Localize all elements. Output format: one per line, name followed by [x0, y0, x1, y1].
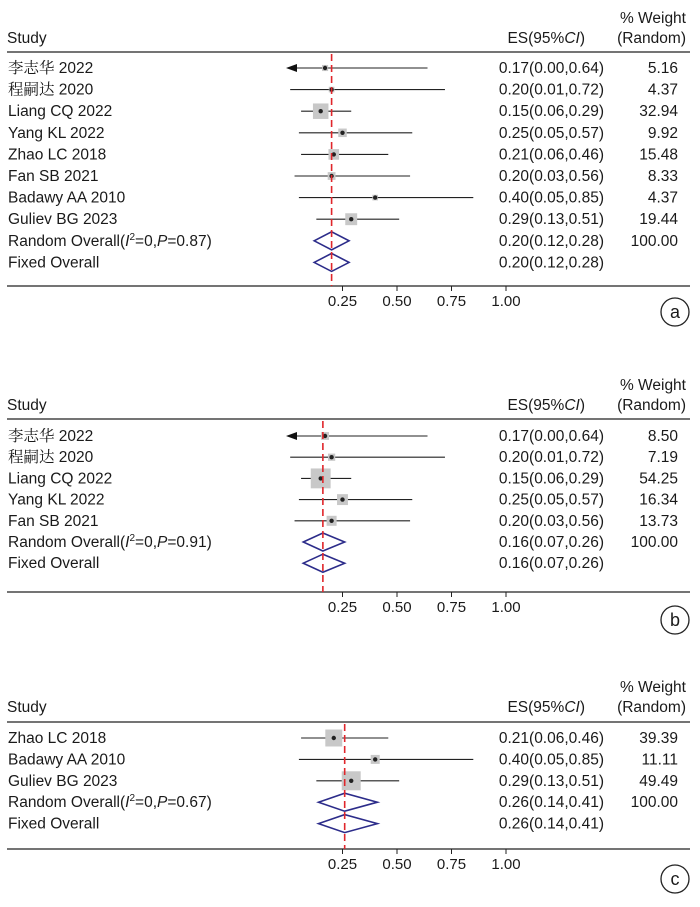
weight-column-header-line2: (Random): [617, 699, 686, 716]
study-effect-ci: 0.40(0.05,0.85): [498, 189, 604, 207]
study-effect-ci: 0.15(0.06,0.29): [498, 103, 604, 121]
study-effect-ci: 0.20(0.03,0.56): [498, 168, 604, 185]
study-label: Zhao LC 2018: [8, 146, 107, 164]
study-point: [340, 497, 344, 501]
study-weight: 15.48: [639, 146, 678, 164]
panel-label: c: [670, 869, 680, 889]
study-effect-ci: 0.25(0.05,0.57): [498, 491, 604, 509]
study-point: [329, 519, 333, 523]
study-effect-ci: 0.25(0.05,0.57): [498, 124, 604, 142]
axis-tick-label: 0.75: [436, 293, 467, 310]
study-label: Badawy AA 2010: [8, 751, 126, 769]
axis-tick-label: 1.00: [491, 293, 521, 310]
study-column-header: Study: [7, 699, 47, 716]
axis-tick-label: 0.50: [382, 856, 412, 873]
study-point: [373, 195, 377, 199]
study-weight: 7.19: [647, 449, 678, 467]
study-point: [340, 131, 344, 135]
es-column-header: ES(95%CI): [507, 699, 585, 716]
study-label: Yang KL 2022: [8, 124, 105, 142]
study-point: [323, 66, 327, 70]
study-weight: 54.25: [639, 470, 678, 488]
study-label: 李志华 2022: [8, 60, 94, 77]
study-weight: 49.49: [639, 772, 678, 790]
study-weight: 19.44: [639, 211, 678, 229]
study-weight: 4.37: [647, 189, 678, 207]
weight-column-header-line1: % Weight: [619, 377, 686, 394]
study-effect-ci: 0.21(0.06,0.46): [498, 730, 604, 747]
random-overall-effect-ci: 0.20(0.12,0.28): [498, 232, 604, 250]
study-effect-ci: 0.17(0.00,0.64): [498, 428, 604, 445]
study-point: [329, 455, 333, 459]
study-effect-ci: 0.29(0.13,0.51): [498, 211, 604, 229]
random-overall-label: Random $Overall(I^2=0,P=0.91)$: [8, 533, 212, 551]
axis-tick-label: 0.25: [327, 293, 358, 310]
study-ci-arrow: [286, 432, 297, 440]
study-label: 李志华 2022: [8, 428, 94, 445]
weight-column-header-line2: (Random): [617, 30, 686, 47]
study-label: Badawy AA 2010: [8, 189, 126, 207]
study-effect-ci: 0.20(0.03,0.56): [498, 512, 604, 530]
study-weight: 13.73: [639, 512, 678, 530]
fixed-overall-effect-ci: 0.20(0.12,0.28): [498, 254, 604, 272]
fixed-overall-label: Fixed Overall: [8, 254, 100, 272]
study-label: 程嗣达 2020: [8, 81, 94, 99]
study-weight: 16.34: [639, 491, 678, 509]
weight-column-header-line2: (Random): [617, 397, 686, 414]
fixed-overall-label: Fixed Overall: [8, 555, 100, 573]
axis-tick-label: 0.25: [327, 599, 358, 616]
study-effect-ci: 0.40(0.05,0.85): [498, 751, 604, 769]
random-overall-weight: 100.00: [630, 534, 678, 551]
axis-tick-label: 0.25: [327, 856, 358, 873]
axis-tick-label: 0.50: [382, 293, 412, 310]
random-overall-effect-ci: 0.26(0.14,0.41): [498, 794, 604, 812]
fixed-overall-diamond: [319, 815, 378, 833]
forest-panel-b: [7, 377, 690, 634]
study-label: Zhao LC 2018: [8, 730, 107, 747]
study-effect-ci: 0.21(0.06,0.46): [498, 146, 604, 164]
weight-column-header-line1: % Weight: [619, 10, 686, 27]
study-effect-ci: 0.29(0.13,0.51): [498, 772, 604, 790]
study-point: [319, 109, 323, 113]
study-point: [349, 779, 353, 783]
study-weight: 9.92: [647, 124, 678, 142]
study-weight: 8.33: [647, 168, 678, 185]
random-overall-weight: 100.00: [630, 794, 678, 812]
study-weight: 4.37: [647, 81, 678, 99]
study-column-header: Study: [7, 30, 47, 47]
axis-tick-label: 0.75: [436, 856, 467, 873]
random-overall-weight: 100.00: [630, 232, 678, 250]
axis-tick-label: 1.00: [491, 856, 521, 873]
study-effect-ci: 0.20(0.01,0.72): [498, 81, 604, 99]
fixed-overall-effect-ci: 0.16(0.07,0.26): [498, 555, 604, 573]
study-label: Fan SB 2021: [8, 168, 99, 185]
study-label: Fan SB 2021: [8, 512, 99, 530]
study-point: [349, 217, 353, 221]
study-label: Liang CQ 2022: [8, 103, 113, 121]
study-point: [332, 736, 336, 740]
study-point: [373, 757, 377, 761]
weight-column-header-line1: % Weight: [619, 679, 686, 696]
study-label: Liang CQ 2022: [8, 470, 113, 488]
panel-label: b: [669, 610, 681, 630]
random-overall-diamond: [319, 793, 378, 811]
axis-tick-label: 0.75: [436, 599, 467, 616]
random-overall-label: Random $Overall(I^2=0,P=0.87)$: [8, 231, 212, 250]
study-effect-ci: 0.15(0.06,0.29): [498, 470, 604, 488]
study-label: Yang KL 2022: [8, 491, 105, 509]
es-column-header: ES(95%CI): [507, 397, 585, 414]
study-weight: 32.94: [639, 103, 678, 121]
study-effect-ci: 0.20(0.01,0.72): [498, 449, 604, 467]
fixed-overall-label: Fixed Overall: [8, 815, 100, 833]
study-weight: 8.50: [647, 428, 678, 445]
random-overall-effect-ci: 0.16(0.07,0.26): [498, 534, 604, 551]
study-label: Guliev BG 2023: [8, 772, 118, 790]
study-ci-arrow: [286, 64, 297, 72]
study-column-header: Study: [7, 397, 47, 414]
study-weight: 5.16: [647, 60, 678, 77]
panel-label: a: [669, 302, 681, 322]
fixed-overall-effect-ci: 0.26(0.14,0.41): [498, 815, 604, 833]
study-weight: 11.11: [641, 751, 678, 769]
study-effect-ci: 0.17(0.00,0.64): [498, 60, 604, 77]
axis-tick-label: 1.00: [491, 599, 521, 616]
forest-panel-c: [7, 679, 690, 893]
fixed-overall-diamond: [303, 554, 344, 572]
study-label: 程嗣达 2020: [8, 449, 94, 467]
study-weight: 39.39: [639, 730, 678, 747]
random-overall-diamond: [303, 533, 344, 551]
axis-tick-label: 0.50: [382, 599, 412, 616]
random-overall-label: Random $Overall(I^2=0,P=0.67)$: [8, 793, 212, 812]
forest-panel-a: [7, 10, 690, 326]
study-label: Guliev BG 2023: [8, 211, 118, 229]
es-column-header: ES(95%CI): [507, 30, 585, 47]
